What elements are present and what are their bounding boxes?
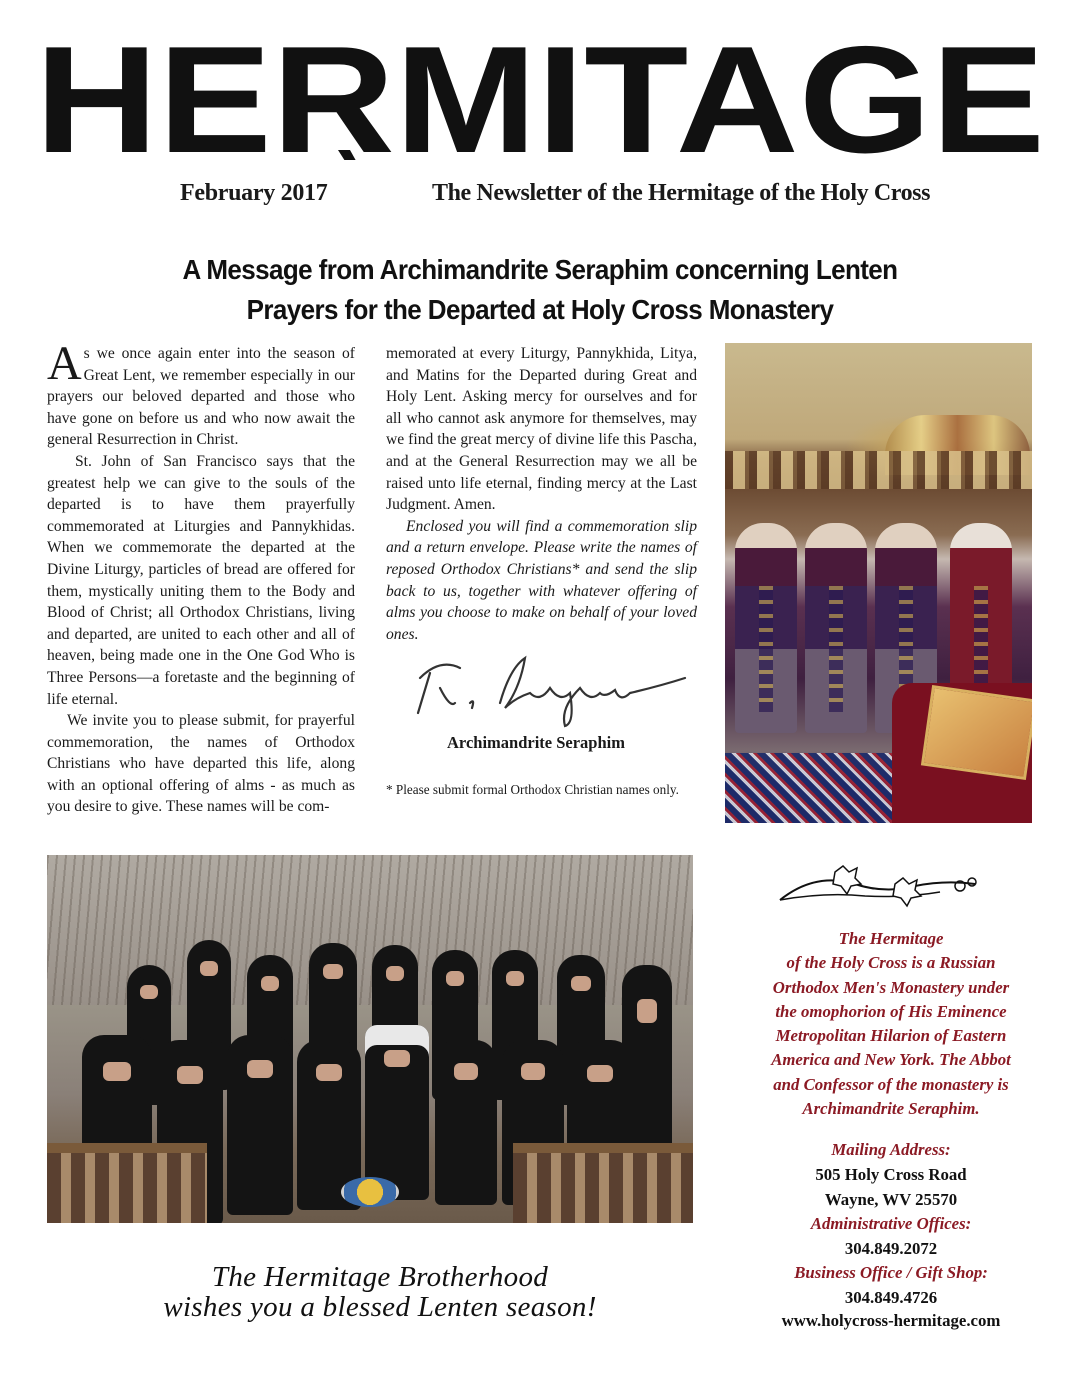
business-phone: 304.849.4726 xyxy=(844,1288,938,1307)
article-column-2 xyxy=(386,343,697,645)
photo-church-service xyxy=(725,343,1032,823)
monk-figure xyxy=(227,1035,293,1215)
article-paragraph xyxy=(47,337,355,451)
vine-ornament xyxy=(775,862,985,910)
headline-line: Prayers for the Departed at Holy Cross Monastery xyxy=(246,293,834,326)
photo-brotherhood-group xyxy=(47,855,693,1223)
newsletter-subtitle: The Newsletter of the Hermitage of the Holy Cross xyxy=(432,180,931,206)
paragraph-text: s we once again enter into the season of Great Lent, we remember especially in our prayers our beloved departed and those who have gone on before us and who now await the general Resurrection in Christ. xyxy=(47,345,355,449)
issue-date: February 2017 xyxy=(180,180,328,206)
article-column-1 xyxy=(47,337,355,818)
description-line: The Hermitage xyxy=(838,929,944,948)
metropolitan-figure xyxy=(365,1025,429,1200)
business-office-label: Business Office / Gift Shop: xyxy=(794,1263,988,1282)
article-paragraph-italic: Enclosed you will find a commemoration slip and a return envelope. Please write the names of reposed Orthodox Christians* and send the slip back to us, together with whatever offering of alms you choose to make on behalf of your loved ones. xyxy=(386,517,697,643)
monastery-description xyxy=(735,927,1047,1121)
closing-line: The Hermitage Brotherhood xyxy=(211,1261,549,1293)
description-line: Metropolitan Hilarion of Eastern xyxy=(775,1026,1007,1046)
description-line: Orthodox Men's Monastery under xyxy=(772,977,1010,997)
article-paragraph: memorated at every Liturgy, Pannykhida, Litya, and Matins for the Departed during Great and Holy Lent. Asking mercy for ourselves and for all who cannot ask anymore for themselves, may we find the great mercy of divine life this Pascha, and at the General Resurrection may we all be raised unto life eternal, finding mercy at the Last Judgment. Amen. xyxy=(386,345,697,514)
signatory-name: Archimandrite Seraphim xyxy=(447,733,625,752)
description-line: and Confessor of the monastery is xyxy=(773,1074,1009,1094)
closing-greeting xyxy=(60,1262,700,1322)
mailing-address-label: Mailing Address: xyxy=(831,1140,951,1159)
mailing-address-line: 505 Holy Cross Road xyxy=(815,1165,967,1184)
description-line: the omophorion of His Eminence xyxy=(775,1001,1007,1021)
article-paragraph: We invite you to please submit, for prayerful commemoration, the names of Orthodox Christians who have departed this life, along with an optional offering of alms - as much as you desire to give. These names will be com- xyxy=(47,712,355,816)
vine-ornament-icon xyxy=(775,862,985,910)
footnote: * Please submit formal Orthodox Christian names only. xyxy=(386,782,679,797)
article-paragraph: St. John of San Francisco says that the greatest help we can give to the souls of the departed is to have them prayerfully commemorated at Liturgies and Pannykhidas. When we commemorate the departed at the Divine Liturgy, particles of bread are offered for them, mystically uniting them to the Body and Blood of Christ; all Orthodox Christians, living and departed, are united to each other and all of heaven, being made one in the One God Who is Three Persons—a foretaste and the beginning of life eternal. xyxy=(47,452,355,708)
headline-line: A Message from Archimandrite Seraphim concerning Lenten xyxy=(182,253,898,286)
description-line: America and New York. The Abbot xyxy=(771,1050,1011,1070)
website-link[interactable]: www.holycross-hermitage.com xyxy=(781,1311,1001,1330)
ground-emblem xyxy=(341,1177,399,1207)
iconostasis xyxy=(725,451,1032,489)
signature xyxy=(400,648,690,728)
closing-line: wishes you a blessed Lenten season! xyxy=(163,1291,597,1323)
article-headline xyxy=(40,250,1040,330)
clergy-figure xyxy=(735,523,797,733)
rug xyxy=(725,753,905,823)
description-line: of the Holy Cross is a Russian xyxy=(786,953,996,973)
masthead-title-text: HERMITAGE xyxy=(35,40,1045,160)
mailing-address-line: Wayne, WV 25570 xyxy=(824,1190,958,1209)
contact-info xyxy=(735,1138,1047,1332)
stair-railing-right xyxy=(513,1143,693,1223)
admin-offices-label: Administrative Offices: xyxy=(810,1214,972,1233)
stair-railing-left xyxy=(47,1143,207,1223)
masthead-title xyxy=(20,40,1060,160)
masthead-logo xyxy=(20,40,1060,160)
altar-icon xyxy=(921,685,1032,780)
admin-phone: 304.849.2072 xyxy=(844,1239,938,1258)
drop-cap: A xyxy=(47,337,82,390)
clergy-figure xyxy=(805,523,867,733)
signature-image xyxy=(400,648,690,728)
monk-figure xyxy=(435,1040,497,1205)
description-line: Archimandrite Seraphim. xyxy=(802,1099,980,1119)
